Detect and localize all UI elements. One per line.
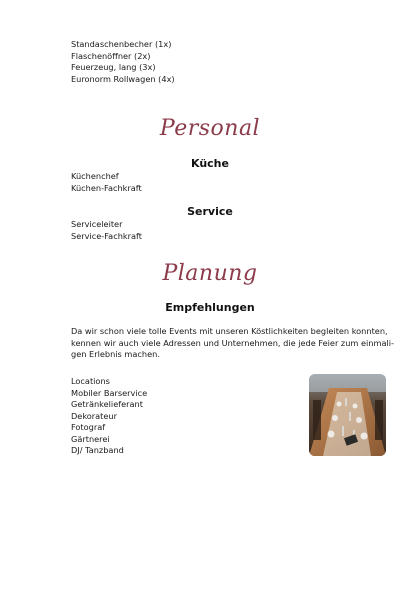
sub-heading-service: Service xyxy=(187,205,233,218)
paragraph-line: Da wir schon viele tolle Events mit unseren Köstlichkeiten begleiten konnten, xyxy=(71,326,388,336)
list-item: Dekorateur xyxy=(71,410,117,421)
list-item: Mobiler Barservice xyxy=(71,387,148,398)
section-heading-planung: Planung xyxy=(162,261,258,286)
list-item: Getränkelieferant xyxy=(71,399,143,409)
equipment-list xyxy=(71,39,175,85)
list-item: Küchen-Fachkraft xyxy=(71,182,142,193)
list-item: DJ/ Tanzband xyxy=(71,445,124,455)
kitchen-staff-list xyxy=(71,171,142,194)
list-item: Standaschenbecher (1x) xyxy=(71,39,172,49)
paragraph-line: kennen wir auch viele Adressen und Unternehmen, die jede Feier zum einmali- xyxy=(71,337,394,348)
list-item: Küchenchef xyxy=(71,171,119,181)
sub-heading-kitchen: Küche xyxy=(191,157,229,170)
service-staff-list xyxy=(71,219,142,242)
list-item: Feuerzeug, lang (3x) xyxy=(71,62,156,72)
paragraph-line: gen Erlebnis machen. xyxy=(71,349,160,359)
list-item: Service-Fachkraft xyxy=(71,230,142,241)
list-item: Gärtnerei xyxy=(71,433,110,444)
list-item: Flaschenöffner (2x) xyxy=(71,50,151,61)
list-item: Euronorm Rollwagen (4x) xyxy=(71,73,175,84)
recommendations-list xyxy=(71,376,147,457)
section-heading-personal: Personal xyxy=(159,116,261,141)
recommendations-paragraph xyxy=(71,326,394,361)
event-table-photo xyxy=(309,374,386,456)
list-item: Fotograf xyxy=(71,422,106,432)
sub-heading-recommendations: Empfehlungen xyxy=(165,301,255,314)
list-item: Locations xyxy=(71,376,110,386)
list-item: Serviceleiter xyxy=(71,219,123,229)
